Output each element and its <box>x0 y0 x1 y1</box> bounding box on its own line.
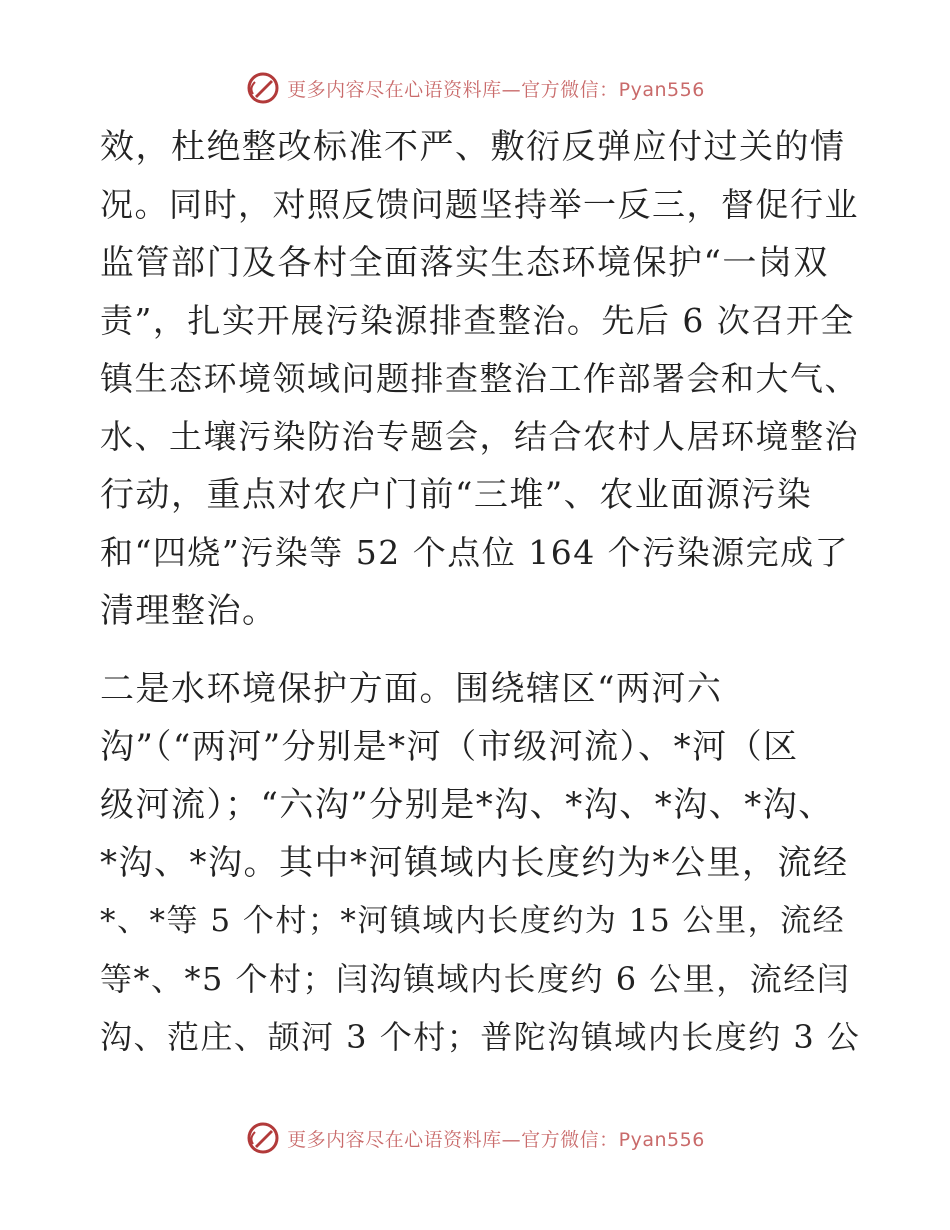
text-line: 和“四烧”污染等 52 个点位 164 个污染源完成了 <box>100 533 850 572</box>
pen-logo-icon <box>245 1120 281 1156</box>
header-banner <box>0 70 950 106</box>
text-line: 级河流）；“六沟”分别是*沟、*沟、*沟、*沟、 <box>100 785 834 825</box>
text-line: *、*等 5 个村；*河镇域内长度约为 15 公里，流经 <box>100 903 846 939</box>
text-line: 监管部门及各村全面落实生态环境保护“一岗双 <box>100 243 829 283</box>
text-line: 沟、范庄、颉河 3 个村；普陀沟镇域内长度约 3 公 <box>100 1018 861 1056</box>
paragraph-1 <box>100 118 860 640</box>
text-line: 况。同时，对照反馈问题坚持举一反三，督促行业 <box>100 185 859 224</box>
text-line: 水、土壤污染防治专题会，结合农村人居环境整治 <box>100 417 859 456</box>
header-banner-text: 更多内容尽在心语资料库—官方微信：Pyan556 <box>287 78 705 101</box>
text-line: 清理整治。 <box>100 591 278 631</box>
text-line: 沟”（“两河”分别是*河（市级河流）、*河（区 <box>100 727 799 767</box>
footer-banner-text: 更多内容尽在心语资料库—官方微信：Pyan556 <box>287 1128 705 1151</box>
text-line: *沟、*沟。其中*河镇域内长度约为*公里，流经 <box>100 843 849 883</box>
text-line: 责”，扎实开展污染源排查整治。先后 6 次召开全 <box>100 301 855 340</box>
text-line: 效，杜绝整改标准不严、敷衍反弹应付过关的情 <box>100 127 846 167</box>
text-line: 二是水环境保护方面。围绕辖区“两河六 <box>100 669 723 709</box>
text-line: 镇生态环境领域问题排查整治工作部署会和大气、 <box>100 359 859 398</box>
footer-banner <box>0 1120 950 1156</box>
text-line: 等*、*5 个村；闫沟镇域内长度约 6 公里，流经闫 <box>100 960 851 998</box>
document-body <box>100 118 860 1066</box>
text-line: 行动，重点对农户门前“三堆”、农业面源污染 <box>100 475 813 515</box>
pen-logo-icon <box>245 70 281 106</box>
paragraph-2 <box>100 660 860 1066</box>
